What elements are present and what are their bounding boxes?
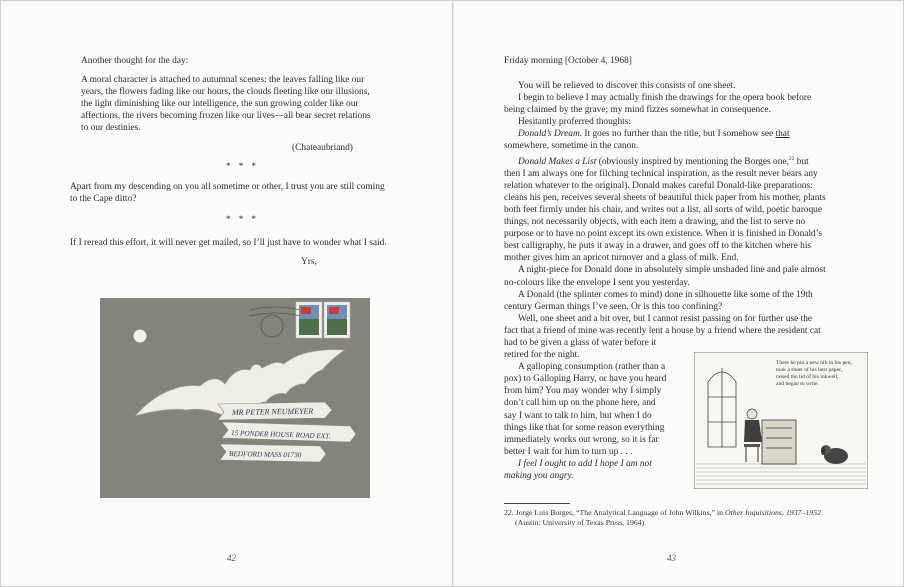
paragraph-line: Well, one sheet and a bit over, but I cannot resist passing on for further use the <box>518 313 813 324</box>
text-run: It goes no further than the title, but I somehow see <box>582 129 776 140</box>
paragraph-line: pox) to Galloping Harry, or have you heard <box>504 374 667 385</box>
footnote-rule <box>504 503 570 504</box>
donald-writing-illustration <box>694 352 868 489</box>
footnote-22 <box>504 508 821 527</box>
caption-line: raised the lid of his inkwell, <box>776 374 839 380</box>
cape-paragraph <box>70 181 385 205</box>
paragraph-line: fact that a friend of mine was recently lent a house by a friend where the resident cat <box>504 325 821 336</box>
paragraph-line: You will be relieved to discover this consists of one sheet. <box>518 81 736 91</box>
envelope-line-1: MR PETER NEUMEYER <box>231 406 314 417</box>
paragraph-line: retired for the night. <box>504 350 580 361</box>
caption-line: There he put a new nib in his pen, <box>776 360 852 366</box>
paragraph-line: being claimed by the grave; my mind fizzes somewhat in consequence. <box>504 105 771 116</box>
paragraph-line: century German things I’ve seen. Or is this too confining? <box>504 301 723 312</box>
quote-line: affections, the rivers becoming frozen like our lives—all bear secret relations <box>81 111 371 122</box>
donalds-dream-line <box>504 128 826 140</box>
left-page <box>1 1 452 587</box>
paragraph-line: both feet firmly under his chair, and writes out a list, all sorts of wild, poetic baroque <box>504 204 823 215</box>
quote-line: years, the flowers fading like our hours, the clouds fleeting like our illusions, <box>81 87 370 98</box>
reread-paragraph: If I reread this effort, it will never get mailed, so I’ll just have to wonder what I said. <box>70 238 387 248</box>
paragraph-line: things like that for some reason everything <box>504 422 665 433</box>
closing-line: I feel I ought to add I hope I am not <box>518 458 652 469</box>
quote-line: to our destinies. <box>81 123 141 134</box>
paragraph-line: purpose or to have no point except its own existence. When it is finished in Donald’s <box>504 229 822 240</box>
paragraph-line: relation whatever to the original). Donald makes careful Donald-like preparations: <box>504 180 813 191</box>
donald-list-title: Donald Makes a List <box>518 156 597 167</box>
paragraph-line: immediately works out wrong, so it is far <box>504 434 659 445</box>
paragraph-line: don’t call him up on the phone here, and <box>504 398 656 409</box>
paragraph-line: say I want to talk to him, but when I do <box>504 410 652 421</box>
caption-line: took a sheet of his best paper, <box>776 367 843 373</box>
chateaubriand-quote <box>81 74 371 134</box>
page-number-right: 43 <box>667 553 676 563</box>
paragraph-line: A Donald (the splinter comes to mind) done in silhouette like some of the 19th <box>518 289 813 300</box>
paragraph-line: somewhere, sometime in the canon. <box>504 141 639 152</box>
donald-list-line <box>504 153 826 168</box>
paragraph-line: Hesitantly proferred thoughts: <box>518 117 631 128</box>
quote-line: the light diminishing like our intelligence, the sun growing colder like our <box>81 99 359 110</box>
footnote-text: 22. Jorge Luis Borges, “The Analytical Language of John Wilkins,” in <box>504 508 725 517</box>
caption-line: and began to write. <box>776 381 819 387</box>
paragraph-line: had to be given a glass of water before it <box>504 337 657 348</box>
signoff: Yrs, <box>301 257 317 267</box>
text-run: but <box>794 156 809 167</box>
left-heading: Another thought for the day: <box>81 56 189 66</box>
letter-date: Friday morning [October 4, 1968] <box>504 56 632 66</box>
paragraph-line: to the Cape ditto? <box>70 194 137 205</box>
donalds-dream-title: Donald’s Dream. <box>518 129 583 140</box>
envelope-line-3: BEDFORD MASS 01730 <box>228 450 302 460</box>
paragraph-line: A galloping consumption (rather than a <box>518 362 666 373</box>
paragraph-line: cleans his pen, receives several sheets of beautiful thick paper from his mother, plants <box>504 192 826 203</box>
footnote-book-title: Other Inquisitions, 1937–1952 <box>725 508 821 517</box>
paragraph-line: I begin to believe I may actually finish the drawings for the opera book before <box>518 93 812 104</box>
underlined-word: that <box>775 129 790 140</box>
paragraph-line: mother gives him an apricot turnover and a glass of milk. End. <box>504 253 739 264</box>
footnote-marker[interactable]: 22 <box>788 155 795 162</box>
paragraph-line: from him? You may wonder why I simply <box>504 386 662 397</box>
writing-desk <box>762 420 796 464</box>
paragraph-line: better I wait for him to turn up . . . <box>504 446 633 457</box>
section-separator: * * * <box>226 214 259 224</box>
paragraph-line: no-colours like the envelope I sent you yesterday. <box>504 277 690 288</box>
quote-line: A moral character is attached to autumnal scenes; the leaves falling like our <box>81 75 365 85</box>
quote-attribution: (Chateaubriand) <box>292 143 353 153</box>
section-separator: * * * <box>226 161 259 171</box>
paragraph-line: then I am always one for filching technical inspiration, as the result never bears any <box>504 168 818 179</box>
text-run: (obviously inspired by mentioning the Borges one, <box>596 156 789 167</box>
paragraph-line: things, not necessarily objects, with each item a drawing, and the list to serve no <box>504 217 806 228</box>
envelope-illustration <box>100 298 370 498</box>
footnote-text: (Austin: University of Texas Press, 1964). <box>515 517 647 527</box>
page-number-left: 42 <box>227 553 236 563</box>
paragraph-line: best calligraphy, he puts it away in a drawer, and goes off to the kitchen where his <box>504 241 812 252</box>
closing-line: making you angry. <box>504 471 574 481</box>
moon-icon <box>134 330 147 343</box>
paragraph-line: Apart from my descending on you all sometime or other, I trust you are still coming <box>70 182 385 192</box>
envelope-line-2: 15 PONDER HOUSE ROAD EXT. <box>230 429 331 441</box>
paragraph-line: A night-piece for Donald done in absolutely simple unshaded line and pale almost <box>518 265 826 276</box>
